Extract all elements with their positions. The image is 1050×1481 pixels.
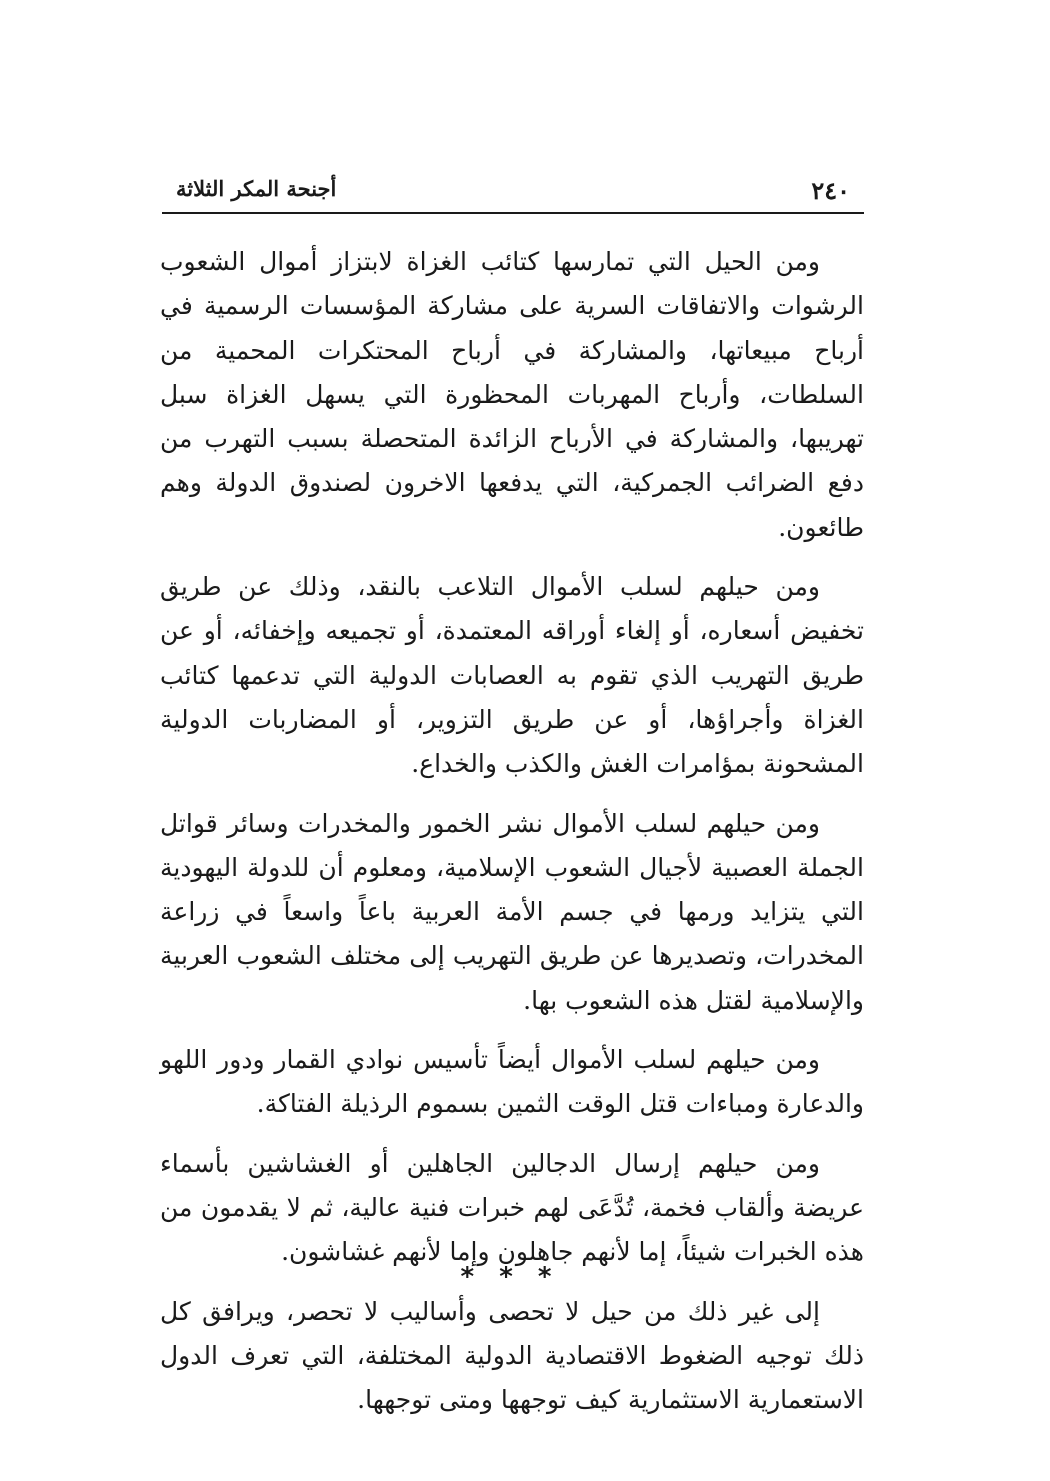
header-rule — [162, 212, 864, 214]
paragraph: ومن حيلهم لسلب الأموال أيضاً تأسيس نوادي القمار ودور اللهو والدعارة ومباءات قتل الوقت الثمين بسموم الرذيلة الفتاكة. — [160, 1045, 864, 1119]
section-separator: * * * — [460, 1262, 560, 1292]
body-text — [160, 240, 864, 1437]
running-title: أجنحة المكر الثلاثة — [176, 176, 337, 201]
paragraph: ومن الحيل التي تمارسها كتائب الغزاة لابتزاز أموال الشعوب الرشوات والاتفاقات السرية على مشاركة المؤسسات الرسمية في أرباح مبيعاتها، والمشاركة في أرباح المحتكرات المحمية من السلطات، وأرباح المهربات المحظورة التي يسهل الغزاة سبل تهريبها، والمشاركة في الأرباح الزائدة المتحصلة بسبب التهرب من دفع الضرائب الجمركية، التي يدفعها الاخرون لصندوق الدولة وهم طائعون. — [160, 247, 865, 542]
paragraph: ومن حيلهم لسلب الأموال نشر الخمور والمخدرات وسائر قواتل الجملة العصبية لأجيال الشعوب الإسلامية، ومعلوم أن للدولة اليهودية التي يتزايد ورمها في جسم الأمة العربية باعاً واسعاً في زراعة المخدرات، وتصديرها عن طريق التهريب إلى مختلف الشعوب العربية والإسلامية لقتل هذه الشعوب بها. — [160, 808, 864, 1015]
paragraph: ومن حيلهم لسلب الأموال التلاعب بالنقد، وذلك عن طريق تخفيض أسعاره، أو إلغاء أوراقه المعتمدة، أو تجميعه وإخفائه، أو عن طريق التهريب الذي تقوم به العصابات الدولية التي تدعمها كتائب الغزاة وأجراؤها، أو عن طريق التزوير، أو المضاربات الدولية المشحونة بمؤامرات الغش والكذب والخداع. — [160, 572, 864, 779]
page-header — [162, 172, 864, 212]
paragraph: ومن حيلهم إرسال الدجالين الجاهلين أو الغشاشين بأسماء عريضة وألقاب فخمة، تُدَّعَى لهم خبرات فنية عالية، ثم لا يقدمون من هذه الخبرات شيئاً، إما لأنهم جاهلون وإما لأنهم غشاشون. — [160, 1148, 864, 1267]
paragraph: إلى غير ذلك من حيل لا تحصى وأساليب لا تحصر، ويرافق كل ذلك توجيه الضغوط الاقتصادية الدولية المختلفة، التي تعرف الدول الاستعمارية الاستثمارية كيف توجهها ومتى توجهها. — [160, 1296, 864, 1415]
page-number: ٢٤٠ — [811, 176, 850, 205]
